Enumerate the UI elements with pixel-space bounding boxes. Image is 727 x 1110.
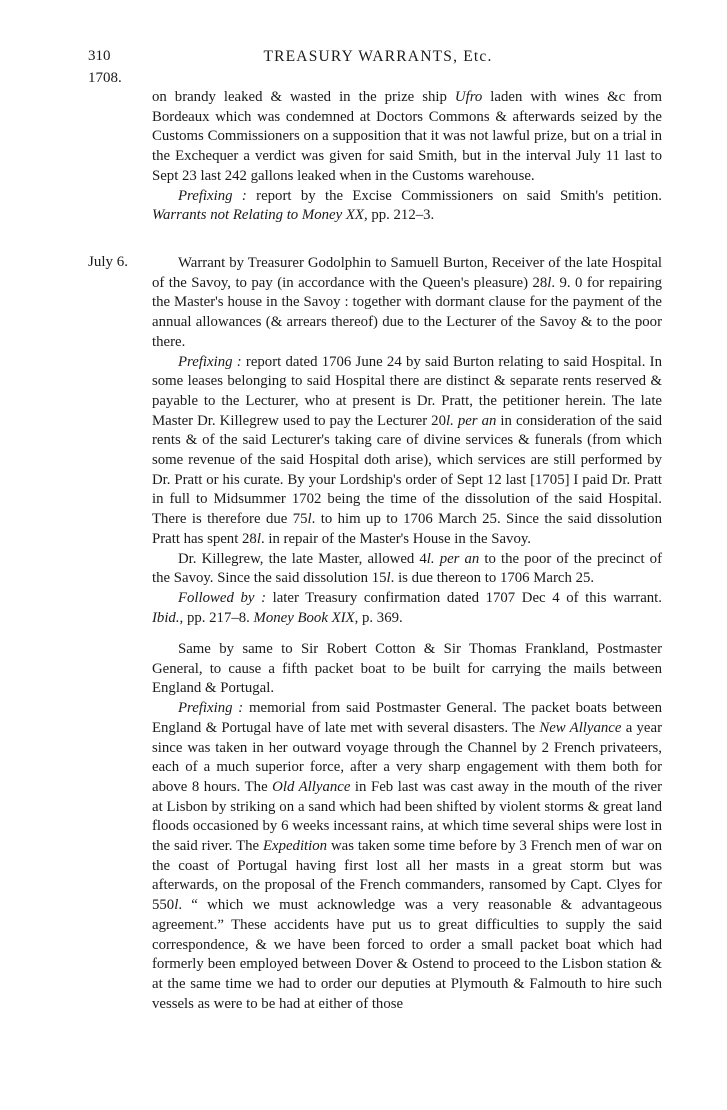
text-run: later Treasury confirmation dated 1707 Dec 4 of this warrant. xyxy=(266,589,662,606)
italic-run: Prefixing : xyxy=(178,700,244,717)
text-run: report dated 1706 June 24 by said Burton relating to said Hospital. In some leases belonging to said Hospital there are distinct & separate rents reserved & payable to the Lecturer, who at present is Dr. Pratt, the petitioner herein. The late Master Dr. Killegrew used to pay the Lecturer 20 xyxy=(152,353,662,429)
text-run: . 9. 0 for repairing the Master's house in the Savoy : together with dormant clause for the payment of the annual allowances (& arrears thereof) due to the Lecturer of the Savoy & to the poor there. xyxy=(152,274,662,350)
italic-run: Prefixing : xyxy=(178,187,247,204)
text-run: was taken some time before by 3 French men of war on the coast of Portugal having first lost all her masts in a great storm but was afterwards, on the proposal of the French commanders, ransomed by Capt. Clyes for 550 xyxy=(152,838,662,914)
text-run: report by the Excise Commissioners on said Smith's petition. xyxy=(246,187,662,204)
text-run: in consideration of the said rents & of the said Lecturer's taking care of divine services & funerals (from which some revenue of the said Hospital doth arise), which services are still performed by Dr. Pratt or his curate. By your Lordship's order of Sept 12 last [1705] I paid Dr. Pratt in full to Midsummer 1702 being the time of the dissolution of the said Hospital. There is therefore due 75 xyxy=(152,412,663,528)
paragraph xyxy=(152,353,662,550)
italic-run: l xyxy=(307,511,312,528)
margin-date: July 6. xyxy=(88,254,129,270)
italic-run: Ufro xyxy=(454,89,483,105)
paragraph xyxy=(152,699,662,1014)
paragraph xyxy=(152,88,662,187)
paragraph xyxy=(152,640,662,699)
italic-run: l xyxy=(386,570,391,587)
italic-run: Prefixing : xyxy=(178,353,242,370)
text-run: a year since was taken in her outward voyage through the Channel by 2 French privateers, each of a much superior force, after a very sharp engagement with them both for above 8 hours. The xyxy=(152,719,662,795)
text-run: . to him up to 1706 March 25. Since the said dissolution Pratt has spent 28 xyxy=(152,511,662,547)
italic-run: l. per an xyxy=(445,412,497,429)
text-run: on brandy leaked & wasted in the prize ship xyxy=(152,89,455,105)
paragraph xyxy=(152,550,662,589)
text-run: Same by same to Sir Robert Cotton & Sir Thomas Frankland, Postmaster General, to cause a fifth packet boat to be built for carrying the mails between England & Portugal. xyxy=(152,641,662,697)
text-run: to the poor of the precinct of the Savoy. Since the said dissolution 15 xyxy=(152,550,663,587)
italic-run: Expedition xyxy=(262,838,328,855)
italic-run: l xyxy=(174,897,179,914)
italic-run: l xyxy=(256,530,261,547)
entry-packet-boat xyxy=(152,640,662,1014)
italic-run: Old Allyance xyxy=(272,778,351,795)
text-run: . in repair of the Master's House in the Savoy. xyxy=(260,530,531,547)
italic-run: New Allyance xyxy=(539,719,622,736)
text-run: , pp. 212–3. xyxy=(363,207,435,224)
text-run: . “ which we must acknowledge was a very reasonable & advantageous agreement.” These accidents have put us to great difficulties to supply the said correspondence, & we have been forced to order a small packet boat which had formerly been employed between Dover & Ostend to proceed to the Lisbon station & at the same time we had to order our deputies at Plymouth & Falmouth to hire such vessels as were to be had at either of those xyxy=(152,897,662,1012)
italic-run: Ibid. xyxy=(152,609,180,626)
text-run: , p. 369. xyxy=(354,609,403,626)
italic-run: Followed by : xyxy=(178,589,266,606)
entry-savoy-warrant xyxy=(152,254,662,628)
text-run: laden with wines &c from Bordeaux which was condemned at Doctors Commons & afterwards seized by the Customs Commissioners on a supposition that it was not lawful prize, but on a trial in the Exchequer a verdict was given for said Smith, but in the interval July 11 last to Sept 23 last 242 gallons leaked when in the Customs warehouse. xyxy=(152,89,662,184)
text-run: . is due thereon to 1706 March 25. xyxy=(390,570,595,587)
italic-run: l xyxy=(547,274,552,291)
text-run: , pp. 217–8. xyxy=(179,609,254,626)
italic-run: Warrants not Relating to Money XX xyxy=(152,207,364,224)
paragraph xyxy=(152,589,662,628)
italic-run: Money Book XIX xyxy=(253,609,355,626)
italic-run: l. per an xyxy=(426,550,480,567)
text-run: in Feb last was cast away in the mouth of the river at Lisbon by striking on a sand which had been shifted by violent storms & great land floods occasioned by 6 weeks incessant rains, at which time several ships were lost in the said river. The xyxy=(152,778,663,855)
page-number: 310 xyxy=(88,48,111,64)
margin-year: 1708. xyxy=(88,70,122,86)
running-head: TREASURY WARRANTS, Etc. xyxy=(263,48,493,65)
text-run: memorial from said Postmaster General. The packet boats between England & Portugal have of late met with several disasters. The xyxy=(152,700,662,736)
page-header xyxy=(88,48,668,70)
text-run: Warrant by Treasurer Godolphin to Samuell Burton, Receiver of the late Hospital of the Savoy, to pay (in accordance with the Queen's pleasure) 28 xyxy=(152,255,662,291)
entry-continuation xyxy=(152,88,662,226)
paragraph xyxy=(152,187,662,226)
text-run: Dr. Killegrew, the late Master, allowed 4 xyxy=(178,550,427,567)
paragraph xyxy=(152,254,662,353)
